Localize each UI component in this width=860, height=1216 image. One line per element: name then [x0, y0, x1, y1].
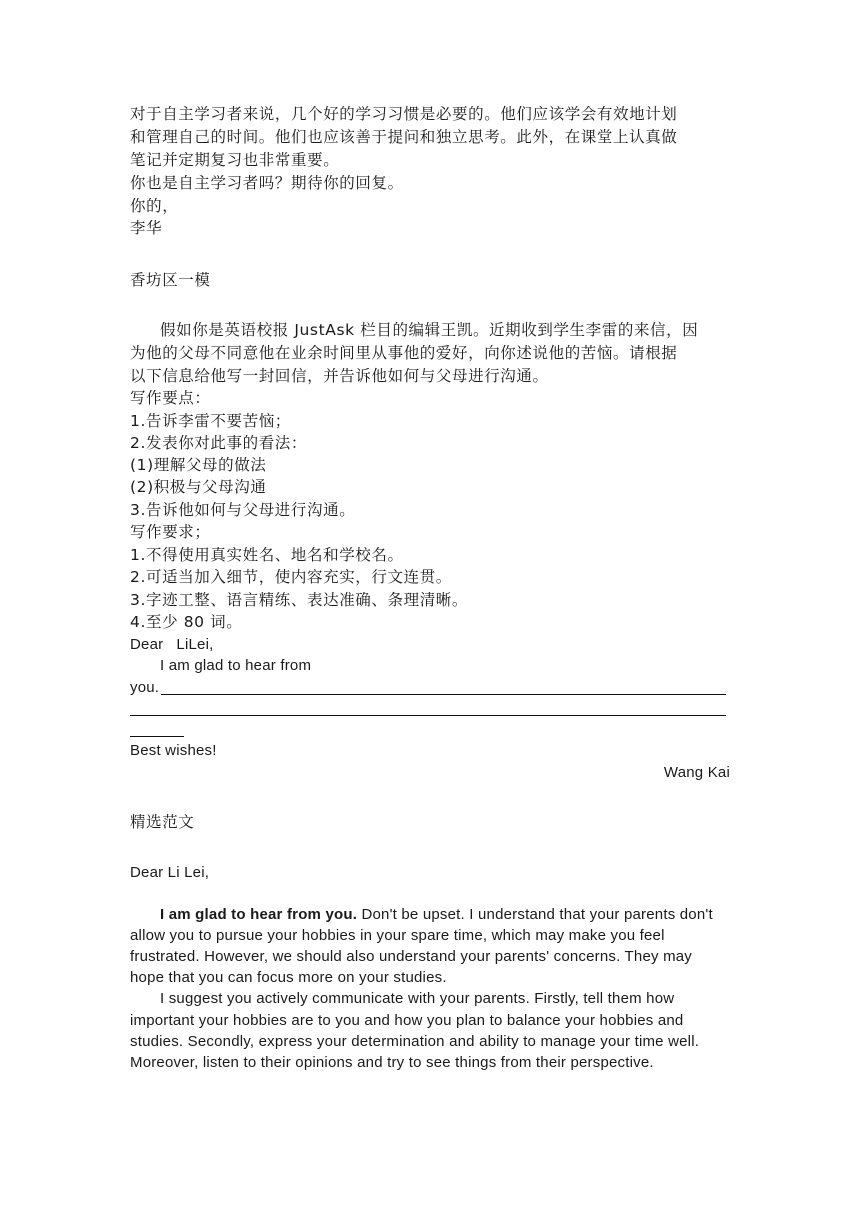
requirement-item: 1.不得使用真实姓名、地名和学校名。 [130, 546, 404, 564]
intro-line: 你也是自主学习者吗？期待你的回复。 [130, 174, 404, 192]
requirements-heading: 写作要求； [130, 523, 211, 541]
prompt-line: 为他的父母不同意他在业余时间里从事他的爱好，向你述说他的苦恼。请根据 [130, 344, 678, 362]
point-item: 3.告诉他如何与父母进行沟通。 [130, 501, 356, 519]
template-opening: I am glad to hear from [160, 657, 312, 674]
point-item: (2)积极与父母沟通 [130, 478, 267, 496]
intro-signature: 李华 [130, 219, 163, 237]
template-continued: you. [130, 679, 160, 696]
intro-line: 和管理自己的时间。他们也应该善于提问和独立思考。此外，在课堂上认真做 [130, 128, 678, 146]
sample-line: Moreover, listen to their opinions and try to see things from their perspective. [130, 1054, 654, 1071]
sample-line: allow you to pursue your hobbies in your spare time, which may make you feel [130, 927, 665, 944]
sample-line: important your hobbies are to you and how you plan to balance your hobbies and [130, 1012, 684, 1029]
sample-opening-bold: I am glad to hear from you. [160, 906, 358, 923]
template-salutation: Dear LiLei, [130, 636, 214, 653]
points-heading: 写作要点： [130, 389, 211, 407]
blank-writing-line [130, 736, 184, 737]
intro-closing: 你的， [130, 197, 179, 215]
section-title: 香坊区一模 [130, 271, 211, 289]
requirement-item: 4.至少 80 词。 [130, 613, 243, 631]
template-signature: Wang Kai [663, 764, 730, 781]
sample-line: frustrated. However, we should also understand your parents' concerns. They may [130, 948, 693, 965]
intro-line: 对于自主学习者来说，几个好的学习习惯是必要的。他们应该学会有效地计划 [130, 105, 678, 123]
blank-writing-line [130, 715, 726, 716]
requirement-item: 3.字迹工整、语言精练、表达准确、条理清晰。 [130, 591, 468, 609]
sample-line: I suggest you actively communicate with your parents. Firstly, tell them how [160, 990, 675, 1007]
sample-line: studies. Secondly, express your determination and ability to manage your time well. [130, 1033, 700, 1050]
requirement-item: 2.可适当加入细节，使内容充实，行文连贯。 [130, 568, 452, 586]
sample-line: hope that you can focus more on your studies. [130, 969, 447, 986]
sample-salutation: Dear Li Lei, [130, 864, 210, 881]
intro-line: 笔记并定期复习也非常重要。 [130, 151, 340, 169]
prompt-line: 以下信息给他写一封回信，并告诉他如何与父母进行沟通。 [130, 367, 549, 385]
point-item: (1)理解父母的做法 [130, 456, 267, 474]
point-item: 2.发表你对此事的看法： [130, 434, 307, 452]
sample-paragraph-1-first-line [160, 904, 730, 925]
sample-opening-rest: Don't be upset. I understand that your parents don't [357, 906, 713, 923]
sample-title: 精选范文 [130, 813, 195, 831]
point-item: 1.告诉李雷不要苦恼； [130, 412, 291, 430]
blank-writing-line [161, 694, 726, 695]
prompt-line: 假如你是英语校报 JustAsk 栏目的编辑王凯。近期收到学生李雷的来信，因 [160, 321, 699, 339]
template-closing: Best wishes! [130, 742, 217, 759]
